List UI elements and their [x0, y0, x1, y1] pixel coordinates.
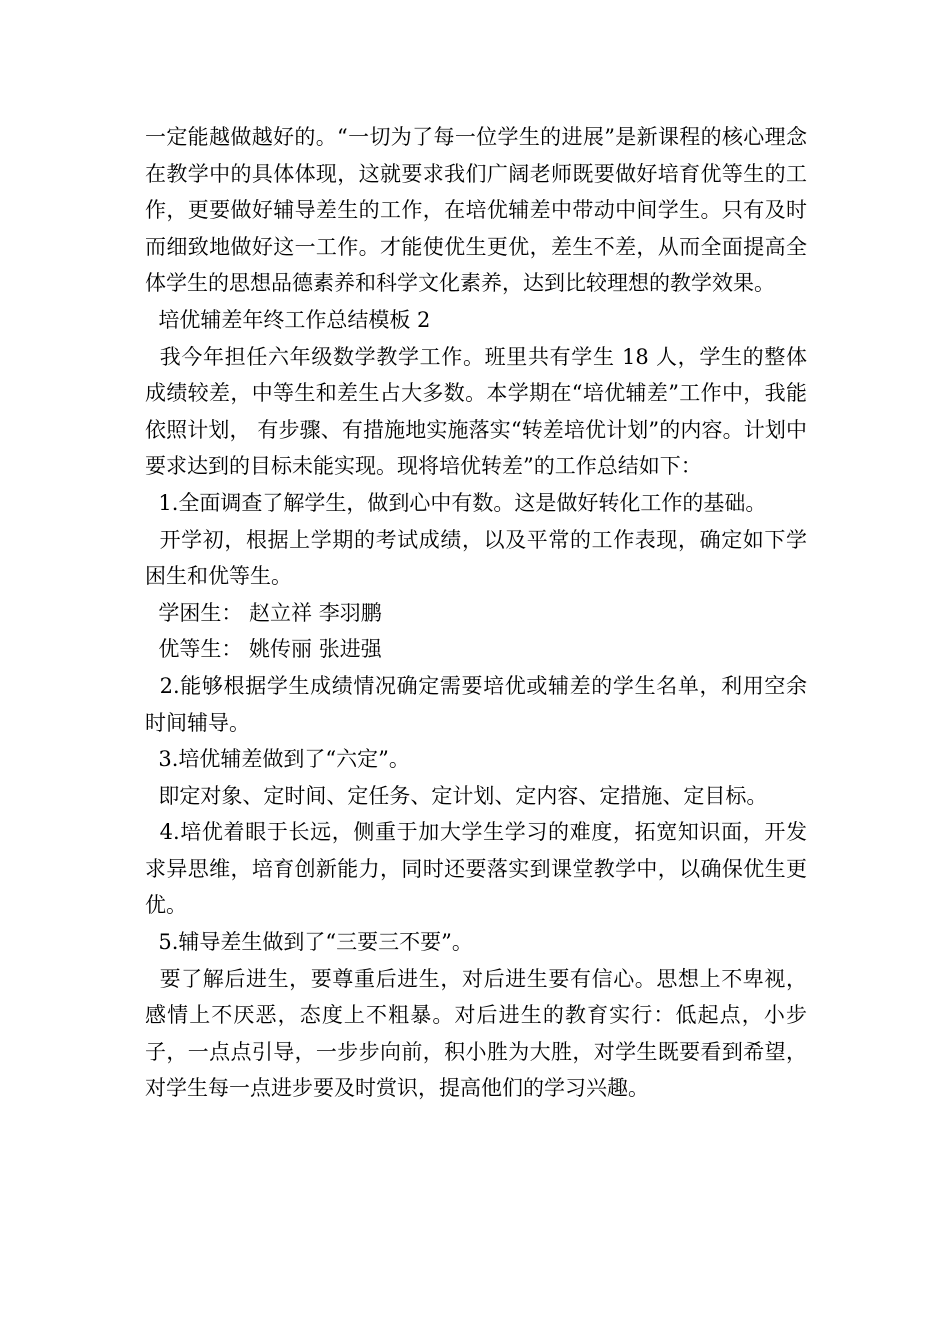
paragraph-identify-students: 开学初，根据上学期的考试成绩，以及平常的工作表现，确定如下学困生和优等生。 [145, 527, 807, 589]
list-item-3: 3.培优辅差做到了“六定”。 [145, 747, 410, 772]
paragraph-intro: 我今年担任六年级数学教学工作。班里共有学生 18 人，学生的整体成绩较差，中等生和差生占大多数。本学期在“培优辅差”工作中，我能依照计划， 有步骤、有措施地实施落实“转差培优计划”的内容。计划中要求达到的目标未能实现。现将培优转差”的工作总结如下： [145, 344, 807, 479]
list-item-5: 5.辅导差生做到了“三要三不要”。 [145, 930, 473, 955]
list-item-1: 1.全面调查了解学生，做到心中有数。这是做好转化工作的基础。 [145, 490, 767, 515]
excellent-students-line: 优等生： 姚传丽 张进强 [145, 637, 382, 662]
paragraph-continuation: 一定能越做越好的。“一切为了每一位学生的进展”是新课程的核心理念在教学中的具体体现，这就要求我们广阔老师既要做好培育优等生的工作，更要做好辅导差生的工作，在培优辅差中带动中间学生。只有及时而细致地做好这一工作。才能使优生更优，差生不差，从而全面提高全体学生的思想品德素养和科学文化素养，达到比较理想的教学效果。 [145, 125, 807, 296]
paragraph-three-dos: 要了解后进生，要尊重后进生，对后进生要有信心。思想上不卑视，感情上不厌恶，态度上不粗暴。对后进生的教育实行：低起点，小步子，一点点引导，一步步向前，积小胜为大胜，对学生既要看到希望，对学生每一点进步要及时赏识，提高他们的学习兴趣。 [145, 966, 807, 1101]
paragraph-six-fixes: 即定对象、定时间、定任务、定计划、定内容、定措施、定目标。 [145, 783, 768, 808]
document-body [145, 119, 807, 1107]
list-item-2: 2.能够根据学生成绩情况确定需要培优或辅差的学生名单，利用空余时间辅导。 [145, 673, 807, 735]
struggling-students-line: 学困生： 赵立祥 李羽鹏 [145, 600, 382, 625]
list-item-4: 4.培优着眼于长远，侧重于加大学生学习的难度，拓宽知识面，开发求异思维，培育创新能力，同时还要落实到课堂教学中，以确保优生更优。 [145, 820, 807, 918]
section-heading: 培优辅差年终工作总结模板 2 [145, 307, 431, 332]
